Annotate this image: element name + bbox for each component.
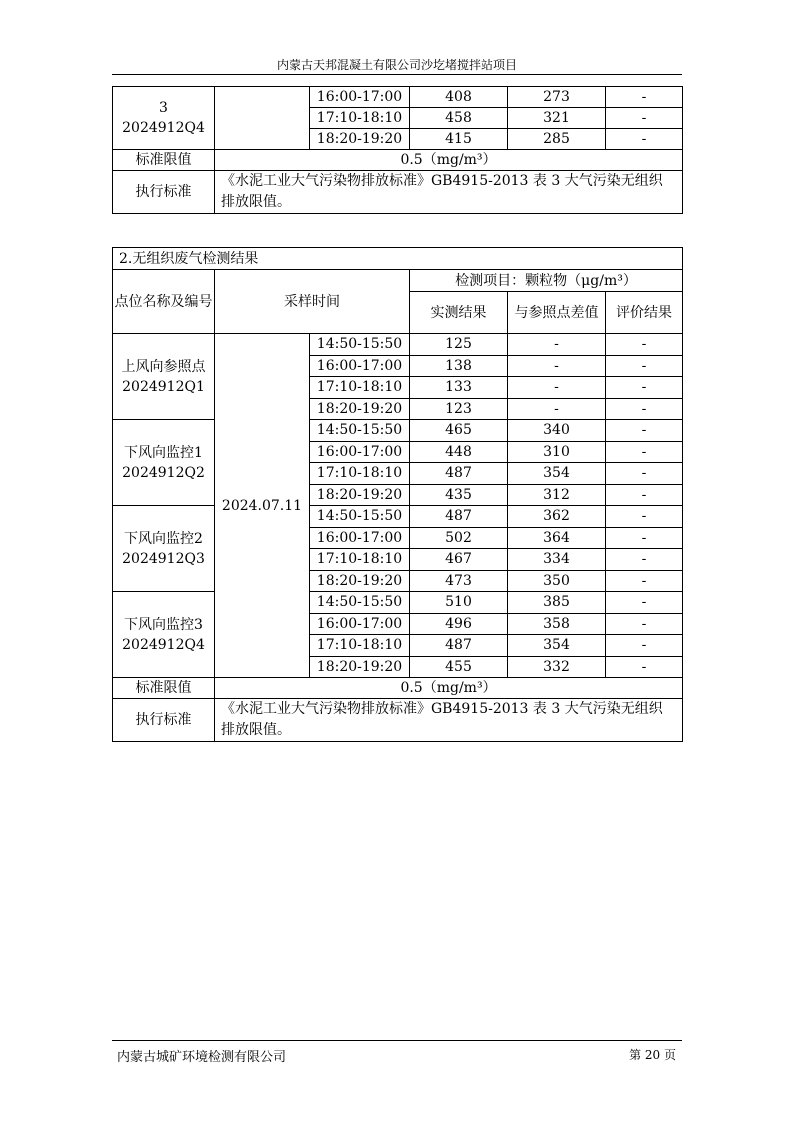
diff-cell: 273 [508,87,606,108]
time-cell: 18:20-19:20 [310,656,410,678]
value-cell: 133 [410,377,508,399]
eval-cell: - [606,87,683,108]
header-point: 点位名称及编号 [113,270,215,334]
eval-cell: - [606,420,683,442]
diff-cell: 321 [508,108,606,129]
point-code: 2024912Q4 [122,636,205,653]
point-cell [113,506,215,592]
eval-cell: - [606,635,683,657]
point-code: 2024912Q3 [122,550,205,567]
results-table-unorganized-emissions [112,247,683,742]
standard-label: 执行标准 [113,699,215,742]
diff-cell: 285 [508,129,606,150]
footer-rule [112,1040,682,1041]
value-cell: 448 [410,441,508,463]
header-eval: 评价结果 [606,292,683,334]
value-cell: 123 [410,398,508,420]
value-cell: 502 [410,527,508,549]
header-diff: 与参照点差值 [508,292,606,334]
time-cell: 18:20-19:20 [310,570,410,592]
diff-cell: - [508,355,606,377]
limit-value: 0.5（mg/m³） [215,150,683,171]
time-cell: 17:10-18:10 [310,108,410,129]
point-name: 上风向参照点 [121,358,206,375]
time-cell: 16:00-17:00 [310,613,410,635]
diff-cell: - [508,377,606,399]
standard-text: 《水泥工业大气污染物排放标准》GB4915-2013 表 3 大气污染无组织排放限值。 [215,699,683,742]
diff-cell: 332 [508,656,606,678]
time-cell: 16:00-17:00 [310,355,410,377]
standard-text: 《水泥工业大气污染物排放标准》GB4915-2013 表 3 大气污染无组织排放限值。 [215,171,683,214]
time-cell: 16:00-17:00 [310,441,410,463]
value-cell: 408 [410,87,508,108]
diff-cell: 358 [508,613,606,635]
time-cell: 18:20-19:20 [310,129,410,150]
diff-cell: 364 [508,527,606,549]
point-code: 2024912Q4 [122,120,205,136]
standard-label: 执行标准 [113,171,215,214]
value-cell: 467 [410,549,508,571]
time-cell: 18:20-19:20 [310,484,410,506]
value-cell: 487 [410,635,508,657]
point-code: 2024912Q2 [122,464,205,481]
diff-cell: 354 [508,635,606,657]
point-cell [113,420,215,506]
header-test-item: 检测项目：颗粒物（μg/m³） [410,270,683,292]
point-name: 下风向监控3 [124,616,203,633]
diff-cell: 312 [508,484,606,506]
diff-cell: - [508,398,606,420]
value-cell: 125 [410,334,508,356]
eval-cell: - [606,398,683,420]
results-table-continued [112,86,683,214]
value-cell: 487 [410,506,508,528]
date-cell-empty [215,87,310,150]
time-cell: 17:10-18:10 [310,463,410,485]
value-cell: 435 [410,484,508,506]
limit-label: 标准限值 [113,678,215,699]
diff-cell: 354 [508,463,606,485]
time-cell: 17:10-18:10 [310,549,410,571]
eval-cell: - [606,549,683,571]
value-cell: 415 [410,129,508,150]
point-number: 3 [159,100,168,116]
time-cell: 16:00-17:00 [310,527,410,549]
eval-cell: - [606,129,683,150]
section-title: 2.无组织废气检测结果 [113,248,683,270]
diff-cell: 385 [508,592,606,614]
eval-cell: - [606,656,683,678]
value-cell: 465 [410,420,508,442]
value-cell: 510 [410,592,508,614]
diff-cell: 310 [508,441,606,463]
value-cell: 487 [410,463,508,485]
limit-label: 标准限值 [113,150,215,171]
eval-cell: - [606,377,683,399]
eval-cell: - [606,463,683,485]
sampling-date: 2024.07.11 [215,334,310,678]
point-code: 2024912Q1 [122,378,205,395]
diff-cell: 362 [508,506,606,528]
point-cell [113,592,215,678]
time-cell: 14:50-15:50 [310,334,410,356]
point-cell [113,87,215,150]
eval-cell: - [606,108,683,129]
diff-cell: 350 [508,570,606,592]
value-cell: 458 [410,108,508,129]
time-cell: 16:00-17:00 [310,87,410,108]
header-measured: 实测结果 [410,292,508,334]
header-sampling-time: 采样时间 [215,270,410,334]
limit-value: 0.5（mg/m³） [215,678,683,699]
value-cell: 473 [410,570,508,592]
eval-cell: - [606,334,683,356]
point-name: 下风向监控1 [124,444,203,461]
point-name: 下风向监控2 [124,530,203,547]
eval-cell: - [606,355,683,377]
eval-cell: - [606,441,683,463]
footer-page-number: 第 20 页 [629,1048,676,1062]
time-cell: 14:50-15:50 [310,506,410,528]
time-cell: 17:10-18:10 [310,377,410,399]
eval-cell: - [606,527,683,549]
diff-cell: - [508,334,606,356]
time-cell: 17:10-18:10 [310,635,410,657]
value-cell: 455 [410,656,508,678]
footer-company: 内蒙古城矿环境检测有限公司 [117,1050,287,1065]
value-cell: 138 [410,355,508,377]
diff-cell: 340 [508,420,606,442]
eval-cell: - [606,613,683,635]
header-rule [112,74,682,75]
time-cell: 14:50-15:50 [310,420,410,442]
diff-cell: 334 [508,549,606,571]
time-cell: 18:20-19:20 [310,398,410,420]
eval-cell: - [606,592,683,614]
time-cell: 14:50-15:50 [310,592,410,614]
eval-cell: - [606,484,683,506]
value-cell: 496 [410,613,508,635]
page-header-title: 内蒙古天邦混凝土有限公司沙圪堵搅拌站项目 [276,58,517,72]
point-cell [113,334,215,420]
eval-cell: - [606,570,683,592]
eval-cell: - [606,506,683,528]
